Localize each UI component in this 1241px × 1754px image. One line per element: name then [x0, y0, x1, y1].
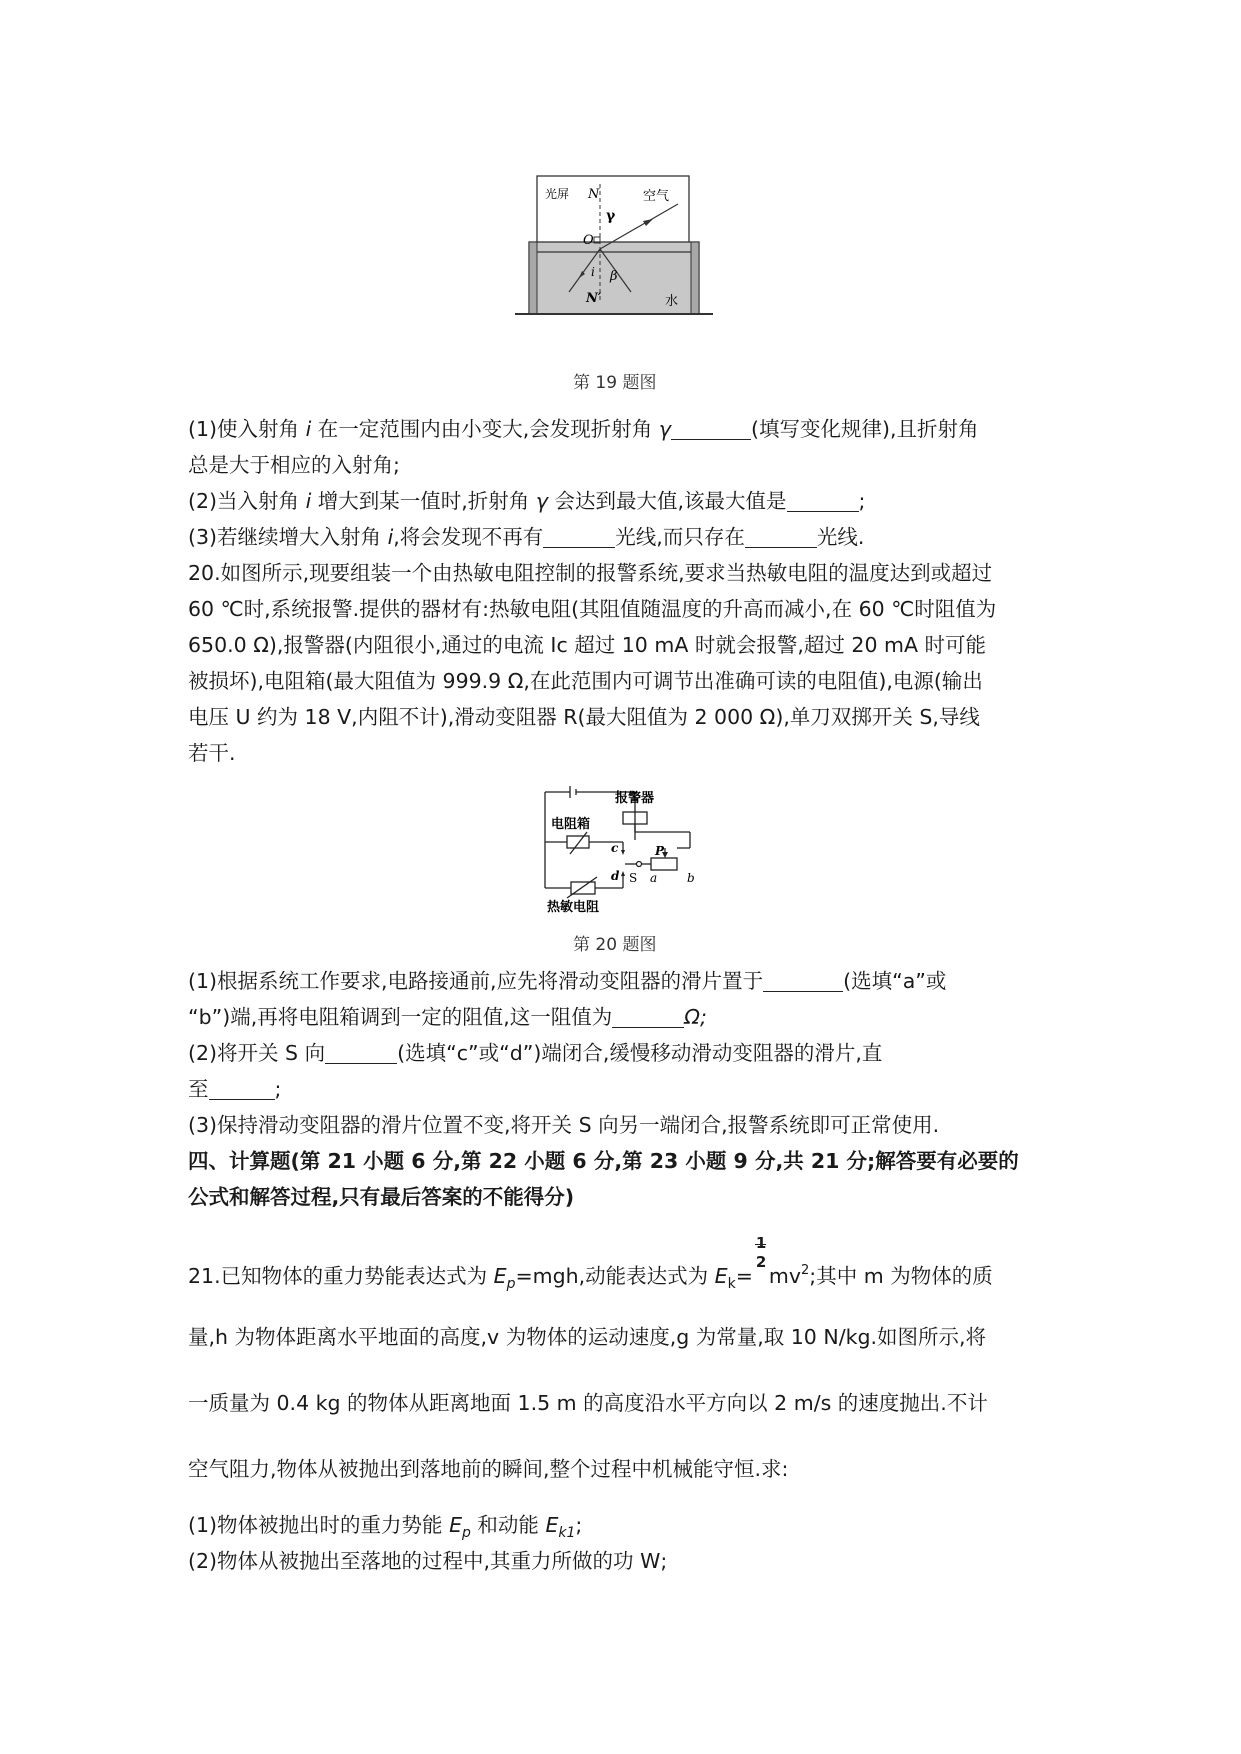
label-a: a — [650, 871, 658, 885]
answer-blank[interactable] — [612, 1007, 684, 1028]
section-4-heading: 四、计算题(第 21 小题 6 分,第 22 小题 6 分,第 23 小题 9 分,共 21 分;解答要有必要的 — [188, 1149, 1019, 1173]
q19-part1-line1: (1)使入射角 i 在一定范围内由小变大,会发现折射角 γ (填写变化规律),且折射角 — [188, 417, 979, 441]
answer-blank[interactable] — [325, 1043, 397, 1064]
fraction-one-half: 1 2 — [755, 1234, 767, 1271]
figure-19-caption: 第 19 题图 — [573, 373, 657, 393]
q20-part2-line1: (2)将开关 S 向 (选填“c”或“d”)端闭合,缓慢移动滑动变阻器的滑片,直 — [188, 1041, 883, 1065]
label-water: 水 — [665, 294, 679, 309]
label-air: 空气 — [643, 189, 670, 204]
answer-blank[interactable] — [763, 971, 843, 992]
label-c: c — [611, 841, 619, 855]
label-resistor-box: 电阻箱 — [551, 817, 591, 832]
q20-stem-line: 电压 U 约为 18 V,内阻不计),滑动变阻器 R(最大阻值为 2 000 Ω),单刀双掷开关 S,导线 — [188, 705, 980, 729]
label-thermistor: 热敏电阻 — [547, 900, 600, 915]
label-b: b — [687, 871, 695, 885]
q21-line2: 量,h 为物体距离水平地面的高度,v 为物体的运动速度,g 为常量,取 10 N/kg.如图所示,将 — [188, 1325, 987, 1349]
q19-part1-line2: 总是大于相应的入射角; — [188, 453, 400, 477]
figure-19-refraction-diagram — [515, 174, 725, 324]
resistor-box — [567, 836, 589, 848]
label-gamma: γ — [606, 208, 616, 224]
q19-part2: (2)当入射角 i 增大到某一值时,折射角 γ 会达到最大值,该最大值是 ; — [188, 489, 866, 513]
q20-stem-line: 60 ℃时,系统报警.提供的器材有:热敏电阻(其阻值随温度的升高而减小,在 60 ℃时阻值为 — [188, 597, 997, 621]
q21-line1: 21.已知物体的重力势能表达式为 $E_p=mgh$,动能表达式为 $E_k=$ 1 2 $mv^2$;其中 m 为物体的质 — [188, 1234, 993, 1292]
label-alarm: 报警器 — [615, 791, 655, 806]
label-d: d — [611, 869, 620, 883]
answer-blank[interactable] — [745, 527, 817, 548]
q20-part3: (3)保持滑动变阻器的滑片位置不变,将开关 S 向另一端闭合,报警系统即可正常使用. — [188, 1113, 940, 1137]
q20-part1-line1: (1)根据系统工作要求,电路接通前,应先将滑动变阻器的滑片置于 (选填“a”或 — [188, 969, 947, 993]
q21-part1: (1)物体被抛出时的重力势能 $E_p$ 和动能 $E_{k1}$; — [188, 1513, 583, 1541]
q20-stem-line: 20.如图所示,现要组装一个由热敏电阻控制的报警系统,要求当热敏电阻的温度达到或超过 — [188, 561, 993, 585]
q20-stem-line: 被损坏),电阻箱(最大阻值为 999.9 Ω,在此范围内可调节出准确可读的电阻值),电源(输出 — [188, 669, 983, 693]
label-S: S — [629, 871, 638, 885]
figure-20-caption: 第 20 题图 — [573, 935, 657, 955]
answer-blank[interactable] — [543, 527, 615, 548]
rheostat — [651, 858, 677, 870]
label-screen: 光屏 — [545, 187, 570, 201]
q21-line4: 空气阻力,物体从被抛出到落地前的瞬间,整个过程中机械能守恒.求: — [188, 1457, 789, 1481]
label-P: P — [655, 844, 665, 858]
q19-part3: (3)若继续增大入射角 i,将会发现不再有 光线,而只存在 光线. — [188, 525, 865, 549]
q21-part2: (2)物体从被抛出至落地的过程中,其重力所做的功 W; — [188, 1549, 668, 1573]
q20-part1-line2: “b”)端,再将电阻箱调到一定的阻值,这一阻值为 Ω; — [188, 1005, 707, 1029]
label-i: i — [591, 265, 595, 279]
label-beta: β — [610, 269, 618, 284]
label-N: N — [588, 187, 600, 202]
label-O: O — [583, 233, 594, 248]
answer-blank[interactable] — [209, 1079, 275, 1100]
figure-20-circuit-diagram — [525, 780, 710, 915]
q21-line3: 一质量为 0.4 kg 的物体从距离地面 1.5 m 的高度沿水平方向以 2 m/s 的速度抛出.不计 — [188, 1391, 988, 1415]
q20-stem-line: 若干. — [188, 741, 236, 765]
label-N-prime: N′ — [586, 291, 602, 306]
section-4-heading-cont: 公式和解答过程,只有最后答案的不能得分) — [188, 1185, 575, 1209]
answer-blank[interactable] — [671, 419, 751, 440]
answer-blank[interactable] — [787, 491, 859, 512]
q20-stem-line: 650.0 Ω),报警器(内阻很小,通过的电流 Ic 超过 10 mA 时就会报警,超过 20 mA 时可能 — [188, 633, 987, 657]
q20-part2-line2: 至 ; — [188, 1077, 282, 1101]
